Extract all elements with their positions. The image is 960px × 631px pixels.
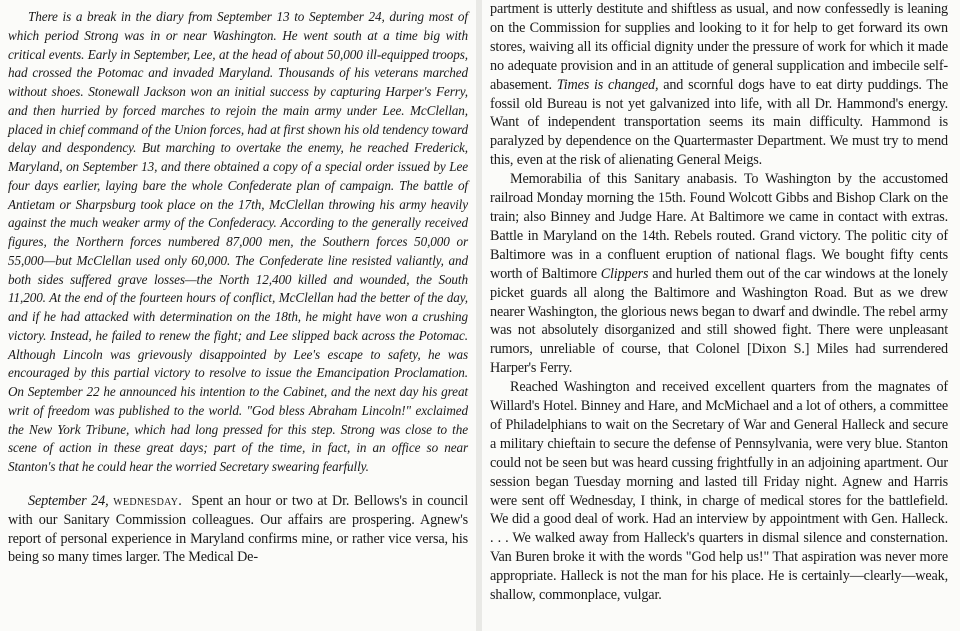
left-page	[0, 0, 476, 631]
editorial-introduction: There is a break in the diary from September 13 to September 24, during most of which period Strong was in or near Washington. He went south at a time big with critical events. Early in September, Lee, at the head of about 50,000 ill-equipped troops, had crossed the Potomac and invaded Maryland. Thousands of his veterans marched without shoes. Stonewall Jackson won an initial success by capturing Harper's Ferry, and then hurried by forced marches to rejoin the main army under Lee. McClellan, placed in chief command of the Union forces, had at first shown his old tendency toward delay and despondency. But marching to overtake the enemy, he reached Frederick, Maryland, on September 13, and there obtained a copy of a special order issued by Lee four days earlier, laying bare the whole Confederate plan of campaign. The battle of Antietam or Sharpsburg took place on the 17th, McClellan throwing his army heavily against the much weaker army of the Confederacy. According to the generally received figures, the Northern forces numbered 87,000 men, the Southern forces 50,000 or 55,000—but McClellan used only 60,000. The Confederate line resisted valiantly, and both sides suffered grave losses—the North 12,400 killed and wounded, the South 11,200. At the end of the fourteen hours of conflict, McClellan had the better of the day, and if he had attacked with determination on the 18th, he might have won a crushing victory. Instead, he failed to renew the fight; and Lee slipped back across the Potomac. Although Lincoln was grievously disappointed by Lee's escape to safety, he was encouraged by this partial victory to resolve to issue the Emancipation Proclamation. On September 22 he announced his intention to the Cabinet, and the next day his great writ of freedom was published to the world. "God bless Abraham Lincoln!" exclaimed the New York Tribune, which had long pressed for this step. Strong was close to the scene of action in these great days; part of the time, in fact, in an office so near Stanton's that he could hear the worried Secretary swearing fearfully.	[8, 9, 468, 474]
paragraph-text: and scornful dogs have to eat dirty puddings. The fossil old Bureau is not yet galvanized into life, with all Dr. Hammond's energy. Want of independent transportation seems its main difficulty. Hammond is paralyzed by dependence on the Quartermaster Department. We must try to mend this, even at the risk of alienating General Meigs.	[490, 76, 949, 169]
diary-entry-september-24	[8, 492, 468, 568]
entry-text: Spent an hour or two at Dr. Bellows's in council with our Sanitary Commission colleagues. Our affairs are prospering. Agnew's report of personal experience in Maryland confirms mine, or rather vice versa, his being so many times larger. The Medical De-	[8, 492, 468, 566]
right-page	[482, 0, 960, 631]
paragraph-text: Memorabilia of this Sanitary anabasis. To Washington by the accustomed railroad Monday morning the 15th. Found Wolcott Gibbs and Bishop Clark on the train; also Binney and Judge Hare. At Baltimore we came in contact with extras. Battle in Maryland on the 14th. Rebels routed. Grand victory. The politic city of Baltimore was in a confluent eruption of national flags. We bought fifty cents worth of Baltimore	[490, 171, 948, 282]
paragraph-text: and hurled them out of the car windows at the lonely picket guards all along the Baltimore and Washington Road. But as we drew nearer Washington, the glorious news began to dwarf and dwindle. The rebel army was not absolutely disorganized and still showed fight. There were unpleasant rumors, unreliable of course, that Colonel [Dixon S.] Miles had surrendered Harper's Ferry.	[490, 265, 948, 377]
paragraph-text: partment is utterly destitute and shiftless as usual, and now confessedly is leaning on the Commission for supplies and looking to it for help to get forward its own stores, waiving all its official dignity under the pressure of work for which it made no adequate provision and in an attitude of general supplication and imbecile self-abasement.	[490, 1, 948, 93]
italic-phrase: Times is changed,	[556, 76, 659, 93]
paragraph-memorabilia	[490, 170, 948, 378]
italic-phrase: Clippers	[600, 265, 649, 282]
entry-day: wednesday.	[113, 492, 183, 509]
paragraph-medical-department	[490, 0, 948, 170]
paragraph-washington: Reached Washington and received excellent quarters from the magnates of Willard's Hotel. Binney and Hare, and McMichael and a lot of others, a committee of Philadelphians to wait on the Secretary of War and General Halleck and secure a military chieftain to secure the defense of Pennsylvania, were very blue. Stanton could not be seen but was heard cussing frightfully in an adjoining apartment. Our session began Tuesday morning and lasted till Friday night. Agnew and Harris were sent off Wednesday, I think, in charge of medical stores for the battlefield. We did a good deal of work. Had an interview by appointment with Gen. Halleck. . . . We walked away from Halleck's quarters in dismal silence and consternation. Van Buren broke it with the words "God help us!" That aspiration was never more appropriate. Halleck is not the man for his place. He is certainly—clearly—weak, shallow, commonplace, vulgar.	[490, 379, 948, 604]
entry-date: September 24,	[28, 492, 109, 509]
